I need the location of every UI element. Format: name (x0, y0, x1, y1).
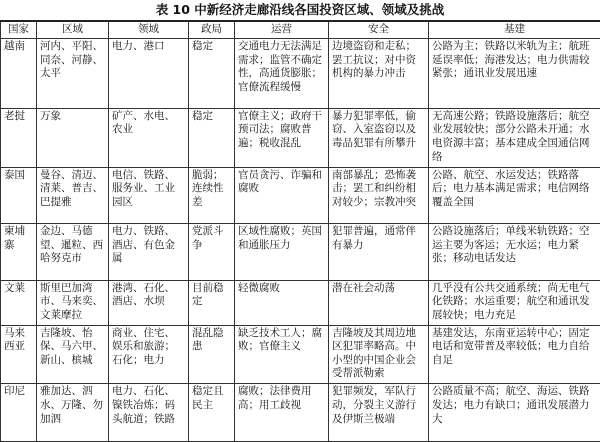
cell-security: 潜在社会动荡 (329, 280, 429, 325)
cell-operation: 缺乏技术工人；腐败；官僚主义 (235, 325, 329, 384)
table-row (1, 280, 600, 325)
cell-infrastructure: 无高速公路；铁路设施落后；航空业发展较快；部分公路未开通；水电资源丰富；基本建成全国通信网络 (429, 108, 600, 167)
cell-infrastructure: 公路为主；铁路以米轨为主；航班延误率低；海港发达；电力供需较紧张；通讯业发展迅速 (429, 39, 600, 109)
investment-table (0, 20, 600, 442)
cell-infrastructure: 公路设施落后；单线米轨铁路；空运主要为客运；无水运；电力紧张；移动电话发达 (429, 224, 600, 280)
cell-politics: 党派斗争 (189, 224, 235, 280)
cell-operation: 轻微腐败 (235, 280, 329, 325)
header-operation: 运营 (235, 21, 329, 39)
cell-security: 边境盗窃和走私；罢工抗议；对中资机构的暴力冲击 (329, 39, 429, 109)
cell-infrastructure: 几乎没有公共交通系统；尚无电气化铁路；水运重要；航空和通讯发展较快；电力充足 (429, 280, 600, 325)
cell-politics: 稳定且民主 (189, 384, 235, 442)
cell-politics: 混乱隐患 (189, 325, 235, 384)
cell-region: 雅加达、泗水、万隆、勿加泗 (37, 384, 109, 442)
cell-field: 电信、铁路、服务业、工业园区 (109, 167, 189, 223)
cell-region: 万象 (37, 108, 109, 167)
cell-operation: 交通电力无法满足需求；监管不确定性，高通货膨胀；官僚流程缓慢 (235, 39, 329, 109)
header-row (1, 21, 600, 39)
cell-field: 港湾、石化、酒店、水坝 (109, 280, 189, 325)
cell-country: 印尼 (1, 384, 37, 442)
cell-infrastructure: 基建发达，东南亚运转中心；固定电话和宽带普及率较低；电力自给自足 (429, 325, 600, 384)
header-security: 安全 (329, 21, 429, 39)
cell-field: 电力、铁路、酒店、有色金属 (109, 224, 189, 280)
cell-field: 商业、住宅、娱乐和旅游；石化；电力 (109, 325, 189, 384)
cell-security: 犯罪普遍，通常伴有暴力 (329, 224, 429, 280)
table-row (1, 224, 600, 280)
table-row (1, 39, 600, 109)
cell-operation: 腐败；法律费用高；用工歧视 (235, 384, 329, 442)
cell-field: 电力、港口 (109, 39, 189, 109)
cell-infrastructure: 公路质量不高；航空、海运、铁路发达；电力有缺口；通讯发展潜力大 (429, 384, 600, 442)
cell-country: 马来西亚 (1, 325, 37, 384)
cell-politics: 稳定 (189, 39, 235, 109)
cell-security: 吉隆坡及其周边地区犯罪率略高。中小型的中国企业会受帮派勒索 (329, 325, 429, 384)
cell-region: 吉隆坡、怡保、马六甲、新山、槟城 (37, 325, 109, 384)
header-field: 领域 (109, 21, 189, 39)
cell-country: 柬埔寨 (1, 224, 37, 280)
cell-field: 电力、石化、镍铁冶炼；码头航道；铁路 (109, 384, 189, 442)
cell-operation: 官员贪污、诈骗和腐败 (235, 167, 329, 223)
cell-region: 金边、马德望、暹粒、西哈努克市 (37, 224, 109, 280)
header-region: 区域 (37, 21, 109, 39)
cell-region: 斯里巴加湾市、马来奕、文莱摩拉 (37, 280, 109, 325)
cell-field: 矿产、水电、农业 (109, 108, 189, 167)
cell-infrastructure: 公路、航空、水运发达；铁路落后；电力基本满足需求；电信网络覆盖全国 (429, 167, 600, 223)
table-row (1, 167, 600, 223)
header-politics: 政局 (189, 21, 235, 39)
cell-politics: 目前稳定 (189, 280, 235, 325)
table-row (1, 325, 600, 384)
cell-politics: 稳定 (189, 108, 235, 167)
cell-country: 泰国 (1, 167, 37, 223)
cell-country: 文莱 (1, 280, 37, 325)
cell-operation: 官僚主义；政府干预司法；腐败普遍；税收混乱 (235, 108, 329, 167)
header-infrastructure: 基建 (429, 21, 600, 39)
cell-politics: 脆弱；连续性差 (189, 167, 235, 223)
cell-region: 河内、平阳、同奈、河静、太平 (37, 39, 109, 109)
cell-country: 越南 (1, 39, 37, 109)
cell-security: 犯罪频发，军队行动，分裂主义游行及伊斯兰极端 (329, 384, 429, 442)
header-country: 国家 (1, 21, 37, 39)
cell-country: 老挝 (1, 108, 37, 167)
table-title: 表 10 中新经济走廊沿线各国投资区域、领域及挑战 (155, 2, 445, 17)
cell-security: 南部暴乱；恐怖袭击；罢工和纠纷相对较少；宗教冲突 (329, 167, 429, 223)
table-row (1, 108, 600, 167)
cell-region: 曼谷、清迈、清莱、普吉、巴提雅 (37, 167, 109, 223)
table-row (1, 384, 600, 442)
cell-operation: 区域性腐败；英国和通胀压力 (235, 224, 329, 280)
cell-security: 暴力犯罪率低，偷窃、入室盗窃以及毒品犯罪有所攀升 (329, 108, 429, 167)
